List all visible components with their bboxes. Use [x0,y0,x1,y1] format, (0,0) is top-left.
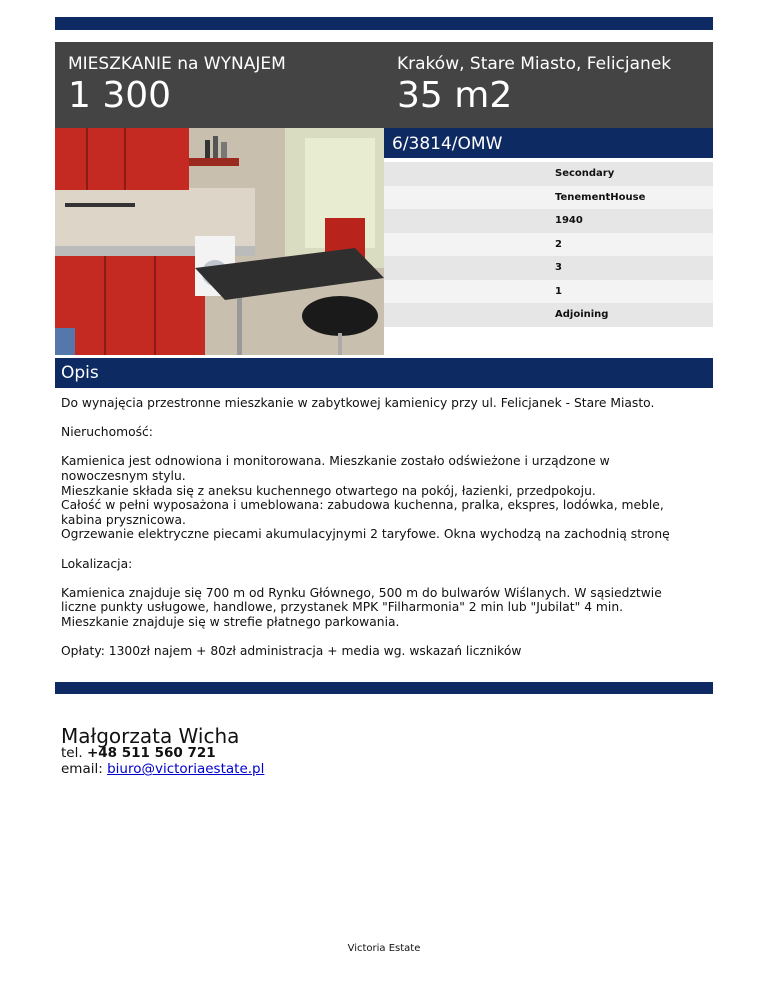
section-title: Opis [61,363,99,383]
email-link[interactable]: biuro@victoriaestate.pl [107,761,265,777]
price: 1 300 [68,75,172,116]
bottom-accent-bar [55,682,713,694]
attribute-value: 1 [555,285,562,297]
attribute-value: Adjoining [555,309,609,320]
description-header [55,358,713,388]
email-line [61,761,264,777]
agent-name: Małgorzata Wicha [61,724,240,748]
attribute-value: Secondary [555,168,615,179]
footer-brand: Victoria Estate [347,943,421,954]
agent-contact [61,745,264,777]
offer-type: MIESZKANIE na WYNAJEM [68,54,286,74]
attribute-value: TenementHouse [555,191,646,203]
email-label: email: [61,761,103,777]
attribute-row [384,186,713,210]
attribute-value: 1940 [555,215,583,226]
attribute-row [384,280,713,304]
description [61,396,707,673]
attribute-value: 3 [555,262,562,273]
phone-label: tel. [61,745,83,761]
property-photo [55,128,384,355]
attribute-row [384,162,713,186]
attribute-list [384,162,713,327]
description-paragraph: Kamienica jest odnowiona i monitorowana. Mieszkanie zostało odświeżone i urządzone w nowoczesnym stylu. Mieszkanie składa się z aneksu kuchennego otwartego na pokój, łazienki, przedpokoju. Całość w pełni wyposażona i umeblowana: zabudowa kuchenna, pralka, ekspres, lodówka, meble, kabina prysznicowa. Ogrzewanie elektryczne piecami akumulacyjnymi 2 taryfowe. Okna wychodzą na zachodnią stronę [61,454,670,542]
listing-header [55,42,713,128]
description-paragraph: Kamienica znajduje się 700 m od Rynku Głównego, 500 m do bulwarów Wiślanych. W sąsiedztwie liczne punkty usługowe, handlowe, przystanek MPK "Filharmonia" 2 min lub "Jubilat" 4 min. Mieszkanie znajduje się w strefie płatnego parkowania. [61,585,662,629]
top-accent-bar [55,17,713,30]
reference-bar [384,128,713,158]
area: 35 m2 [397,75,513,116]
attribute-row [384,256,713,280]
reference-number: 6/3814/OMW [392,134,503,154]
description-paragraph: Opłaty: 1300zł najem + 80zł administracja + media wg. wskazań liczników [61,644,522,659]
attribute-row [384,233,713,257]
attribute-row [384,209,713,233]
phone-number[interactable]: +48 511 560 721 [86,745,216,761]
attribute-row [384,303,713,327]
description-paragraph: Nieruchomość: [61,425,153,440]
description-paragraph: Do wynajęcia przestronne mieszkanie w zabytkowej kamienicy przy ul. Felicjanek - Stare Miasto. [61,396,655,410]
attribute-value: 2 [555,238,562,250]
description-paragraph: Lokalizacja: [61,556,133,571]
phone-line [61,745,264,761]
location: Kraków, Stare Miasto, Felicjanek [397,54,672,74]
